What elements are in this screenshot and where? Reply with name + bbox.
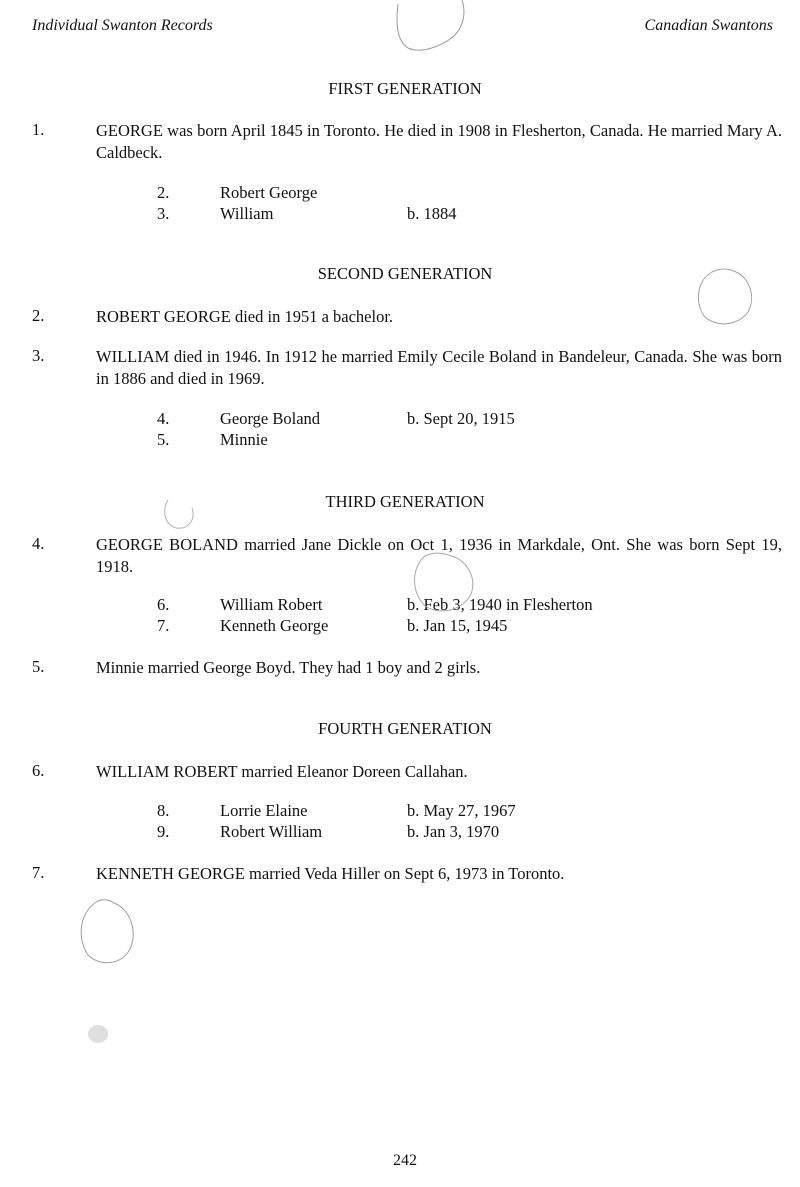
water-stain <box>72 895 142 970</box>
generation-heading-third: THIRD GENERATION <box>325 492 485 511</box>
child-name: George Boland <box>220 409 321 428</box>
child-birth: b. Jan 3, 1970 <box>407 822 500 841</box>
page-number: 242 <box>393 1152 417 1169</box>
child-row <box>0 616 800 638</box>
running-header-left: Individual Swanton Records <box>32 17 213 34</box>
entry-number: 4. <box>32 534 45 553</box>
child-row <box>0 183 800 205</box>
child-row <box>0 409 800 431</box>
entry-number: 5. <box>32 657 45 676</box>
child-number: 8. <box>157 801 170 820</box>
entry-number: 2. <box>32 306 45 325</box>
child-row <box>0 822 800 844</box>
entry-text: ROBERT GEORGE died in 1951 a bachelor. <box>96 307 394 326</box>
child-birth: b. 1884 <box>407 204 457 223</box>
entry-number: 3. <box>32 346 45 365</box>
child-number: 9. <box>157 822 170 841</box>
entry-number: 7. <box>32 863 45 882</box>
child-number: 7. <box>157 616 170 635</box>
running-header-right: Canadian Swantons <box>644 17 773 34</box>
child-birth: b. Feb 3, 1940 in Flesherton <box>407 595 593 614</box>
child-row <box>0 801 800 823</box>
generation-heading-fourth: FOURTH GENERATION <box>318 719 492 738</box>
child-number: 6. <box>157 595 170 614</box>
entry-text: KENNETH GEORGE married Veda Hiller on Sept 6, 1973 in Toronto. <box>96 864 565 883</box>
child-number: 2. <box>157 183 170 202</box>
ink-smudge <box>82 1018 122 1052</box>
generation-heading-second: SECOND GENERATION <box>317 264 493 283</box>
entry-text: GEORGE BOLAND married Jane Dickle on Oct 1, 1936 in Markdale, Ont. She was born Sept 19, 1918. <box>96 535 782 576</box>
child-row <box>0 430 800 452</box>
entry-text: GEORGE was born April 1845 in Toronto. He died in 1908 in Flesherton, Canada. He married Mary A. Caldbeck. <box>96 121 782 162</box>
child-number: 3. <box>157 204 170 223</box>
child-birth: b. May 27, 1967 <box>407 801 516 820</box>
entry-text: WILLIAM died in 1946. In 1912 he married Emily Cecile Boland in Bandeleur, Canada. She was born in 1886 and died in 1969. <box>96 347 782 388</box>
entry-number: 6. <box>32 761 45 780</box>
child-name: Robert George <box>220 183 318 202</box>
child-name: Minnie <box>220 430 268 449</box>
child-birth: b. Sept 20, 1915 <box>407 409 515 428</box>
child-name: Lorrie Elaine <box>220 801 308 820</box>
generation-heading-first: FIRST GENERATION <box>328 79 482 98</box>
child-name: William Robert <box>220 595 323 614</box>
child-row <box>0 595 800 617</box>
entry-text: Minnie married George Boyd. They had 1 boy and 2 girls. <box>96 658 481 677</box>
child-number: 5. <box>157 430 170 449</box>
child-name: Kenneth George <box>220 616 329 635</box>
child-birth: b. Jan 15, 1945 <box>407 616 508 635</box>
child-name: William <box>220 204 274 223</box>
water-stain <box>392 0 472 56</box>
entry-text: WILLIAM ROBERT married Eleanor Doreen Callahan. <box>96 762 468 781</box>
entry-number: 1. <box>32 120 45 139</box>
child-row <box>0 204 800 226</box>
child-name: Robert William <box>220 822 323 841</box>
child-number: 4. <box>157 409 170 428</box>
